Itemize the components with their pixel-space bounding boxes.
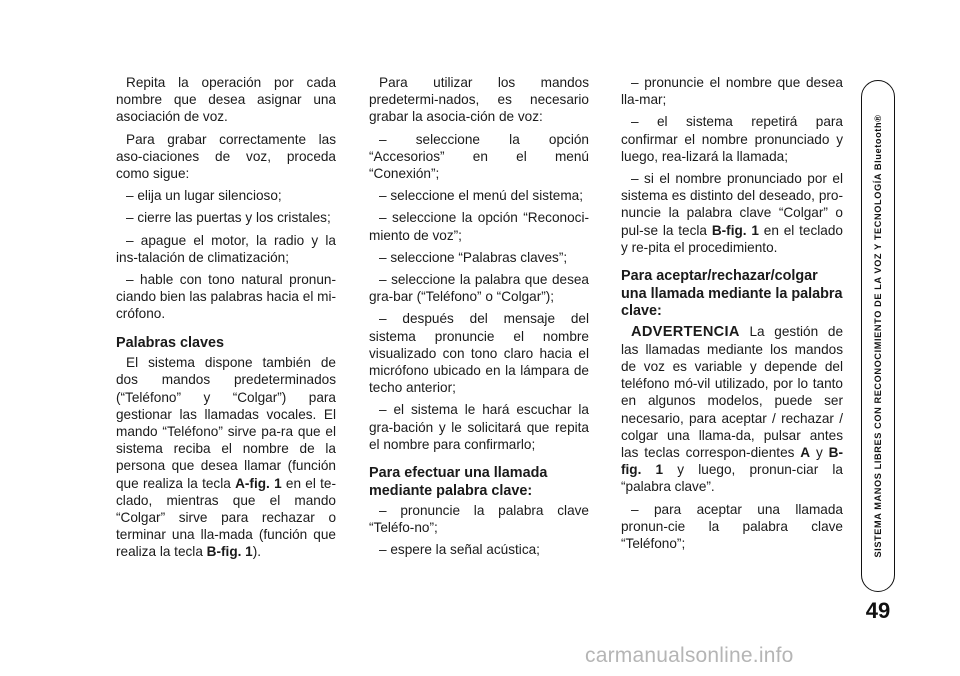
- text-span: El sistema dispone también de dos mandos predeterminados (“Teléfono” y “Colgar”) para gestionar las llamadas vocales. El mando “Teléfono” sirve pa-ra que el sistema reciba el nombre de la persona que desea llamar (función que realiza la tecla: [116, 355, 336, 491]
- paragraph: [116, 354, 336, 560]
- page-number: 49: [865, 598, 891, 623]
- text-span: en el te-clado, mientras que el mando “Colgar” sirve para rechazar o terminar una lla-mada (función que realiza la tecla: [116, 475, 336, 560]
- text-span: y luego, pronun-ciar la “palabra clave”.: [621, 462, 843, 495]
- list-item: – seleccione la opción “Reconoci-miento de voz”;: [369, 210, 589, 243]
- list-item: – el sistema le hará escuchar la gra-bación y le solicitará que repita el nombre para confirmarlo;: [369, 402, 589, 452]
- list-item: – para aceptar una llamada pronun-cie la palabra clave “Teléfono”;: [621, 501, 843, 551]
- text-span: y: [810, 444, 829, 460]
- section-heading-palabras-claves: Palabras claves: [116, 334, 225, 351]
- text-span: ).: [252, 544, 262, 560]
- paragraph: Repita la operación por cada nombre que desea asignar una asociación de voz.: [116, 75, 336, 125]
- list-item: – seleccione “Palabras claves”;: [379, 249, 568, 265]
- column-right: [621, 74, 843, 557]
- key-reference: B-fig. 1: [621, 444, 844, 478]
- column-middle: [369, 74, 589, 564]
- watermark: carmanualsonline.info: [585, 644, 794, 667]
- key-reference: A-fig. 1: [235, 475, 282, 491]
- list-item: – después del mensaje del sistema pronuncie el nombre visualizado con tono claro hacia el micrófono ubicado en la lámpara de techo anterior;: [369, 311, 589, 396]
- section-heading-efectuar-llamada: Para efectuar una llamada mediante palabra clave:: [369, 465, 548, 499]
- list-item: – apague el motor, la radio y la ins-talación de climatización;: [116, 232, 336, 265]
- list-item: – el sistema repetirá para confirmar el nombre pronunciado y luego, rea-lizará la llamada;: [621, 114, 843, 164]
- list-item: – seleccione el menú del sistema;: [379, 188, 584, 204]
- list-item: – seleccione la palabra que desea gra-bar (“Teléfono” o “Colgar”);: [369, 272, 589, 305]
- section-side-tab-label: SISTEMA MANOS LIBRES CON RECONOCIMIENTO DE LA VOZ Y TECNOLOGÍA Bluetooth®: [873, 114, 883, 558]
- list-item: [621, 170, 843, 256]
- list-item: – pronuncie el nombre que desea lla-mar;: [621, 75, 843, 108]
- paragraph: Para utilizar los mandos predetermi-nados, es necesario grabar la asocia-ción de voz:: [369, 75, 589, 125]
- warning-label: ADVERTENCIA: [631, 323, 740, 340]
- key-reference: A: [800, 444, 811, 460]
- list-item: – pronuncie la palabra clave “Teléfo-no”;: [369, 503, 589, 536]
- list-item: – hable con tono natural pronun-ciando bien las palabras hacia el mi-crófono.: [116, 272, 336, 322]
- list-item: – seleccione la opción “Accesorios” en el menú “Conexión”;: [369, 131, 589, 182]
- list-item: – cierre las puertas y los cristales;: [126, 210, 331, 226]
- text-span: La gestión de las llamadas mediante los mandos de voz es variable y depende del teléfono mó-vil utilizado, por lo tanto en algunos modelos, puede ser necesario, para aceptar / rechazar / colgar una llama-da, pulsar antes las teclas correspon-dientes: [621, 323, 843, 460]
- warning-paragraph: [621, 323, 843, 496]
- key-reference: B-fig. 1: [206, 544, 253, 560]
- column-left: [116, 74, 336, 566]
- key-reference: B-fig. 1: [711, 222, 759, 238]
- list-item: – elija un lugar silencioso;: [126, 188, 282, 204]
- text-span: en el teclado y re-pita el procedimiento.: [621, 222, 843, 255]
- list-item: – espere la señal acústica;: [379, 542, 540, 558]
- text-span: – si el nombre pronunciado por el sistema es distinto del deseado, pro-nuncie la palabra clave “Colgar” o pul-se la tecla: [621, 171, 843, 238]
- section-heading-aceptar-rechazar: Para aceptar/rechazar/colgar una llamada mediante la palabra clave:: [621, 268, 843, 320]
- paragraph: Para grabar correctamente las aso-ciaciones de voz, proceda como sigue:: [116, 131, 336, 182]
